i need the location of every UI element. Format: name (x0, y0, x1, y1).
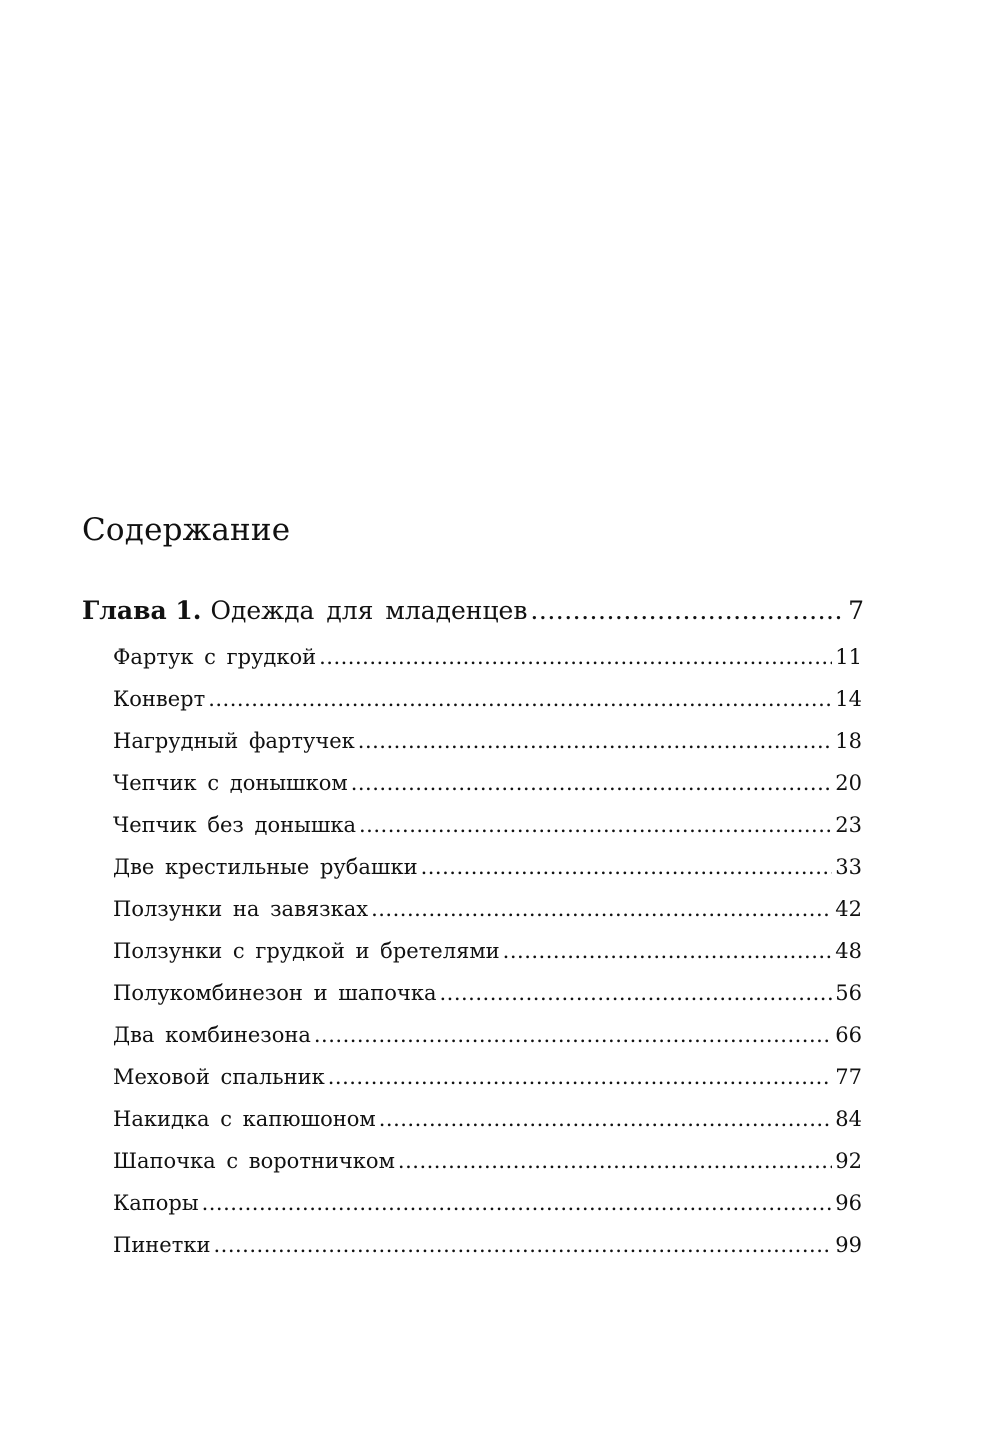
dot-leader (371, 888, 832, 930)
toc-entry-page: 18 (835, 729, 862, 753)
toc-entry[interactable] (113, 720, 862, 762)
dot-leader (202, 1182, 833, 1224)
page-title: Содержание (82, 512, 291, 548)
toc-entry-title: Накидка с капюшоном (113, 1107, 376, 1131)
dot-leader (314, 1014, 832, 1056)
dot-leader (359, 804, 832, 846)
toc-entry-title: Чепчик без донышка (113, 813, 356, 837)
toc-entry-page: 92 (835, 1149, 862, 1173)
toc-entry-title: Ползунки на завязках (113, 897, 369, 921)
dot-leader (319, 636, 832, 678)
toc-entry-page: 11 (835, 645, 862, 669)
toc-entry[interactable] (113, 846, 862, 888)
toc-entry-page: 77 (835, 1065, 862, 1089)
toc-entry[interactable] (113, 1140, 862, 1182)
toc-entry-page: 23 (835, 813, 862, 837)
toc-entry-title: Пинетки (113, 1233, 211, 1257)
dot-leader (208, 678, 832, 720)
toc-entry-title: Конверт (113, 687, 206, 711)
toc-entry[interactable] (113, 1224, 862, 1266)
toc-entry[interactable] (113, 1014, 862, 1056)
toc-chapter-entry[interactable] (82, 588, 864, 634)
dot-leader (421, 846, 833, 888)
toc-entry[interactable] (113, 762, 862, 804)
chapter-page-number: 7 (848, 596, 864, 625)
toc-entry-page: 66 (835, 1023, 862, 1047)
dot-leader (398, 1140, 832, 1182)
dot-leader (439, 972, 832, 1014)
toc-entry-page: 33 (835, 855, 862, 879)
toc-entry-title: Ползунки с грудкой и бретелями (113, 939, 500, 963)
toc-entry-title: Капоры (113, 1191, 199, 1215)
toc-entry-page: 42 (835, 897, 862, 921)
toc-entry[interactable] (113, 1182, 862, 1224)
toc-entry-title: Два комбинезона (113, 1023, 311, 1047)
chapter-title: Одежда для младенцев (210, 596, 528, 625)
toc-entry-page: 84 (835, 1107, 862, 1131)
toc-entry[interactable] (113, 972, 862, 1014)
dot-leader (530, 588, 845, 634)
toc-entry-title: Шапочка с воротничком (113, 1149, 395, 1173)
dot-leader (358, 720, 833, 762)
toc-entry-title: Чепчик с донышком (113, 771, 348, 795)
chapter-label: Глава 1. (82, 596, 202, 625)
dot-leader (351, 762, 833, 804)
toc-list (113, 636, 862, 1266)
toc-entry-title: Две крестильные рубашки (113, 855, 418, 879)
toc-entry[interactable] (113, 678, 862, 720)
toc-entry-page: 56 (835, 981, 862, 1005)
toc-entry-page: 96 (835, 1191, 862, 1215)
toc-entry[interactable] (113, 636, 862, 678)
toc-entry-page: 20 (835, 771, 862, 795)
dot-leader (379, 1098, 833, 1140)
toc-entry[interactable] (113, 804, 862, 846)
toc-entry-page: 48 (835, 939, 862, 963)
dot-leader (328, 1056, 833, 1098)
toc-entry[interactable] (113, 930, 862, 972)
dot-leader (503, 930, 833, 972)
toc-entry-title: Фартук с грудкой (113, 645, 317, 669)
toc-entry-title: Меховой спальник (113, 1065, 325, 1089)
toc-entry[interactable] (113, 1098, 862, 1140)
toc-entry[interactable] (113, 888, 862, 930)
toc-entry-title: Полукомбинезон и шапочка (113, 981, 437, 1005)
dot-leader (213, 1224, 832, 1266)
toc-entry[interactable] (113, 1056, 862, 1098)
toc-entry-page: 14 (835, 687, 862, 711)
toc-entry-title: Нагрудный фартучек (113, 729, 355, 753)
toc-entry-page: 99 (835, 1233, 862, 1257)
